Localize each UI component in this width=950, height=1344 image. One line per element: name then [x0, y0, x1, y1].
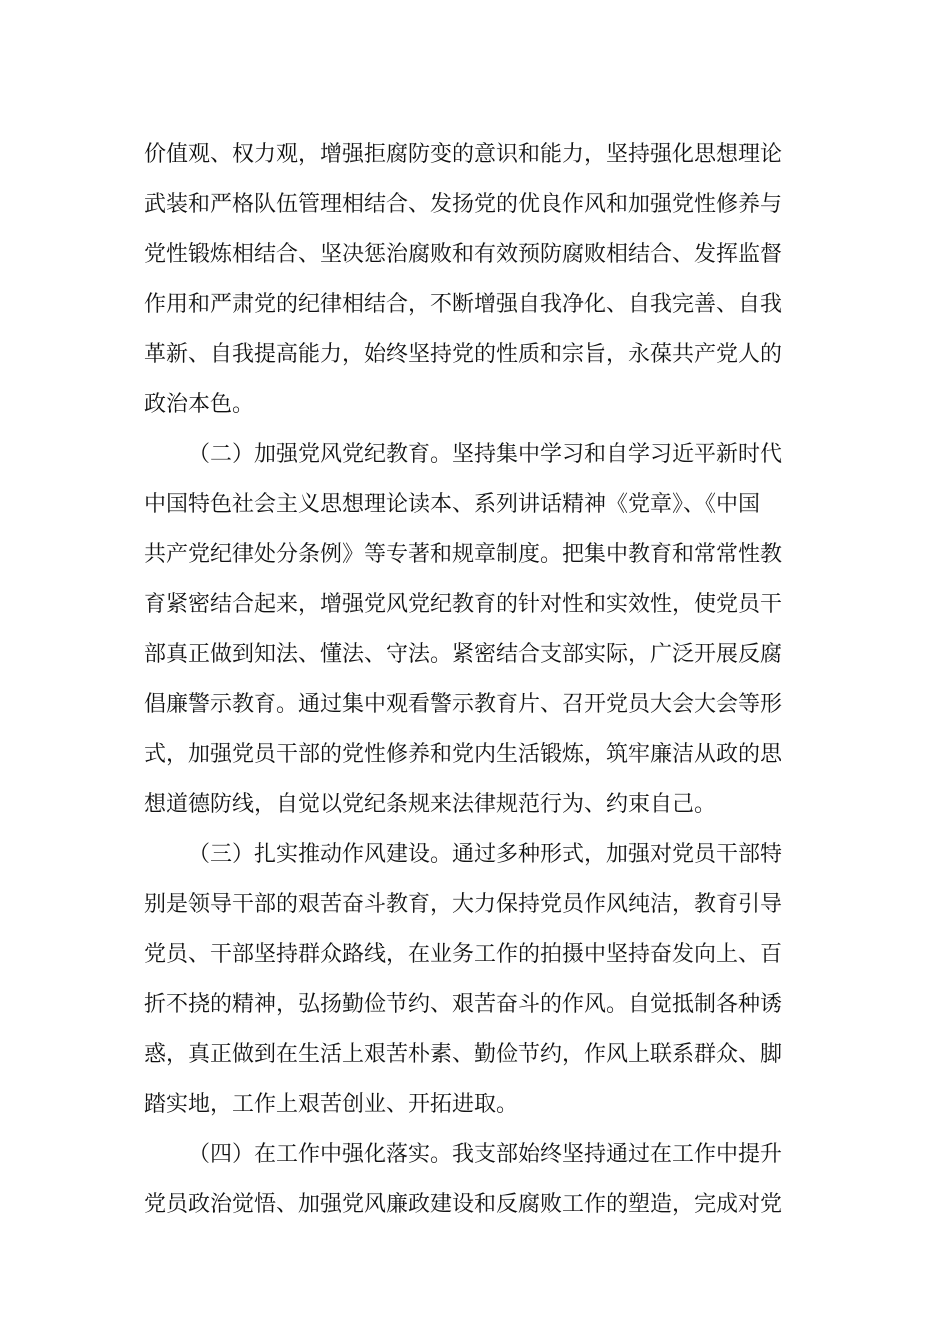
text-line: 政治本色。: [144, 392, 255, 417]
text-line: 党员政治觉悟、加强党风廉政建设和反腐败工作的塑造，完成对党: [144, 1192, 783, 1217]
text-line: 部真正做到知法、懂法、守法。紧密结合支部实际，广泛开展反腐: [144, 642, 783, 667]
text-line: 党性锻炼相结合、坚决惩治腐败和有效预防腐败相结合、发挥监督: [144, 242, 783, 267]
paragraph-1: [144, 130, 808, 430]
text-line: 作用和严肃党的纪律相结合，不断增强自我净化、自我完善、自我: [144, 292, 783, 317]
text-line: 育紧密结合起来，增强党风党纪教育的针对性和实效性，使党员干: [144, 592, 783, 617]
text-line: 惑，真正做到在生活上艰苦朴素、勤俭节约，作风上联系群众、脚: [144, 1042, 783, 1067]
text-line: 共产党纪律处分条例》等专著和规章制度。把集中教育和常常性教: [144, 542, 783, 567]
text-line: 中国特色社会主义思想理论读本、系列讲话精神《党章》、《中国: [144, 492, 761, 517]
text-line-indented: （二）加强党风党纪教育。坚持集中学习和自学习近平新时代: [188, 442, 783, 467]
document-body: [144, 130, 808, 1230]
text-line: 价值观、权力观，增强拒腐防变的意识和能力，坚持强化思想理论: [144, 142, 783, 167]
text-line-indented: （四）在工作中强化落实。我支部始终坚持通过在工作中提升: [188, 1142, 783, 1167]
paragraph-3: [144, 830, 808, 1130]
text-line: 武装和严格队伍管理相结合、发扬党的优良作风和加强党性修养与: [144, 192, 783, 217]
paragraph-2: [144, 430, 808, 830]
text-line: 式，加强党员干部的党性修养和党内生活锻炼，筑牢廉洁从政的思: [144, 742, 783, 767]
paragraph-4: [144, 1130, 808, 1230]
text-line: 别是领导干部的艰苦奋斗教育，大力保持党员作风纯洁，教育引导: [144, 892, 783, 917]
text-line: 想道德防线，自觉以党纪条规来法律规范行为、约束自己。: [144, 792, 717, 817]
text-line: 踏实地，工作上艰苦创业、开拓进取。: [144, 1092, 519, 1117]
text-line: 革新、自我提高能力，始终坚持党的性质和宗旨，永葆共产党人的: [144, 342, 783, 367]
text-line: 折不挠的精神，弘扬勤俭节约、艰苦奋斗的作风。自觉抵制各种诱: [144, 992, 783, 1017]
text-line-indented: （三）扎实推动作风建设。通过多种形式，加强对党员干部特: [188, 842, 783, 867]
text-line: 倡廉警示教育。通过集中观看警示教育片、召开党员大会大会等形: [144, 692, 783, 717]
text-line: 党员、干部坚持群众路线，在业务工作的拍摄中坚持奋发向上、百: [144, 942, 783, 967]
